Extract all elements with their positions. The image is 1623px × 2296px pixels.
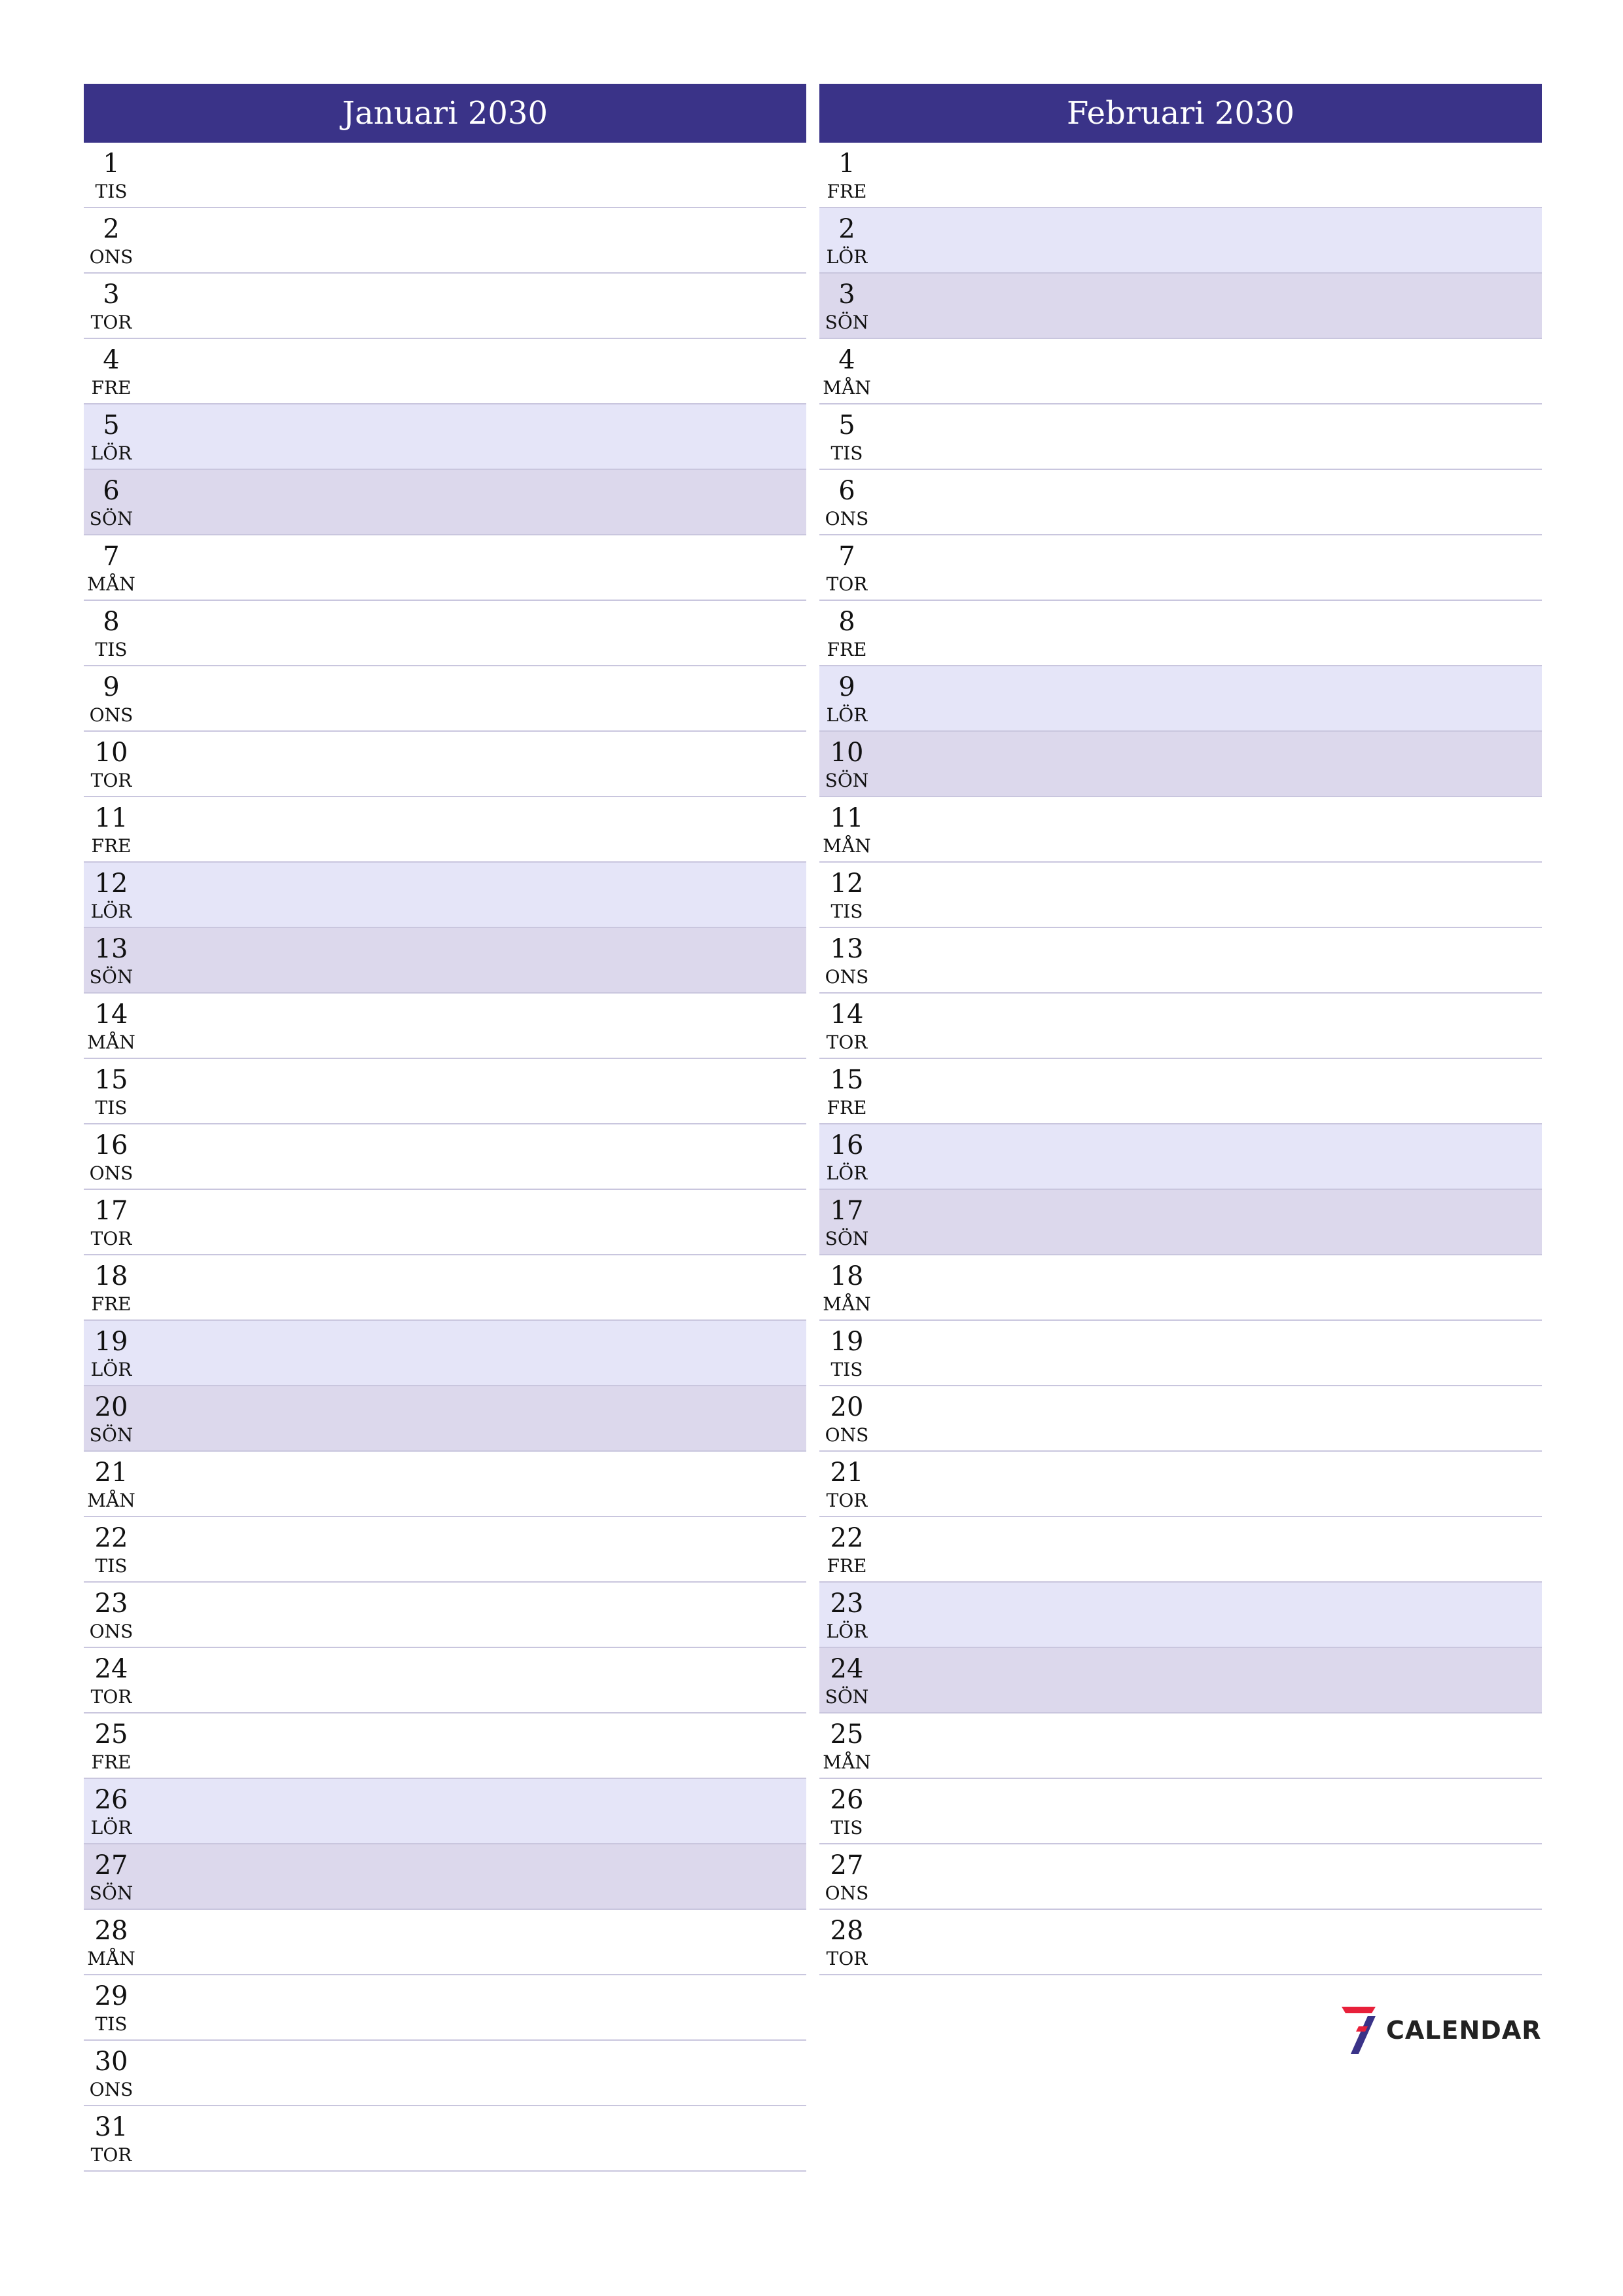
day-row: [84, 208, 806, 274]
day-number: 2: [103, 214, 120, 244]
day-number: 18: [94, 1261, 128, 1291]
day-row: [819, 1321, 1542, 1386]
day-number: 10: [830, 738, 864, 768]
day-name: TOR: [90, 1228, 132, 1249]
day-row: [84, 732, 806, 797]
day-number: 20: [94, 1392, 128, 1422]
day-number: 3: [103, 279, 120, 310]
day-name: TOR: [826, 1948, 868, 1969]
day-number: 17: [830, 1196, 864, 1226]
day-name: ONS: [825, 1882, 869, 1904]
day-number: 8: [103, 607, 120, 637]
day-number: 24: [830, 1654, 864, 1684]
day-number: 21: [94, 1458, 128, 1488]
day-name: FRE: [827, 639, 867, 660]
day-name: MÅN: [87, 1948, 135, 1969]
day-row: [819, 208, 1542, 274]
day-name: ONS: [89, 246, 134, 268]
day-row: [84, 1583, 806, 1648]
day-row: [84, 1255, 806, 1321]
day-number: 25: [94, 1719, 128, 1749]
day-row: [84, 2041, 806, 2106]
day-name: LÖR: [90, 442, 132, 464]
day-row: [84, 1713, 806, 1779]
day-row: [819, 1583, 1542, 1648]
day-name: ONS: [89, 704, 134, 726]
day-row: [819, 1255, 1542, 1321]
day-number: 29: [94, 1981, 128, 2011]
day-number: 5: [838, 410, 855, 440]
day-name: TIS: [95, 639, 128, 660]
day-number: 12: [830, 869, 864, 899]
day-name: LÖR: [826, 1621, 868, 1642]
day-list: [84, 143, 806, 2172]
day-number: 26: [94, 1785, 128, 1815]
day-name: TOR: [90, 312, 132, 333]
day-number: 17: [94, 1196, 128, 1226]
day-name: TIS: [95, 2013, 128, 2035]
day-name: SÖN: [89, 1424, 134, 1446]
day-row: [819, 1713, 1542, 1779]
day-row: [84, 1321, 806, 1386]
day-row: [819, 928, 1542, 994]
day-name: ONS: [825, 1424, 869, 1446]
day-name: MÅN: [823, 377, 871, 399]
day-number: 1: [103, 149, 120, 179]
day-number: 2: [838, 214, 855, 244]
day-row: [819, 274, 1542, 339]
day-number: 13: [94, 934, 128, 964]
day-number: 26: [830, 1785, 864, 1815]
day-row: [84, 1779, 806, 1844]
day-row: [84, 863, 806, 928]
day-number: 27: [830, 1850, 864, 1880]
day-name: MÅN: [823, 1293, 871, 1315]
day-name: SÖN: [89, 508, 134, 529]
day-number: 20: [830, 1392, 864, 1422]
day-number: 9: [838, 672, 855, 702]
day-row: [819, 1844, 1542, 1910]
day-number: 15: [830, 1065, 864, 1095]
day-row: [84, 535, 806, 601]
day-number: 4: [103, 345, 120, 375]
day-row: [819, 404, 1542, 470]
day-name: TOR: [90, 770, 132, 791]
day-row: [84, 1190, 806, 1255]
day-number: 23: [94, 1588, 128, 1619]
day-number: 14: [94, 999, 128, 1030]
day-name: FRE: [91, 1293, 132, 1315]
day-name: ONS: [825, 966, 869, 988]
day-name: ONS: [89, 2079, 134, 2100]
day-name: MÅN: [87, 1490, 135, 1511]
day-row: [819, 1124, 1542, 1190]
day-name: LÖR: [90, 1359, 132, 1380]
day-row: [84, 797, 806, 863]
day-number: 21: [830, 1458, 864, 1488]
day-name: LÖR: [90, 901, 132, 922]
day-number: 16: [94, 1130, 128, 1160]
day-row: [84, 470, 806, 535]
day-number: 15: [94, 1065, 128, 1095]
day-row: [84, 1059, 806, 1124]
day-row: [84, 1844, 806, 1910]
day-name: ONS: [89, 1621, 134, 1642]
seven-logo-icon: [1339, 2004, 1378, 2056]
day-name: TIS: [830, 1817, 863, 1839]
day-name: LÖR: [826, 704, 868, 726]
brand-logo: [1339, 2004, 1541, 2056]
day-name: SÖN: [825, 312, 869, 333]
day-row: [84, 928, 806, 994]
day-name: SÖN: [89, 966, 134, 988]
day-number: 3: [838, 279, 855, 310]
day-name: FRE: [827, 181, 867, 202]
day-number: 19: [830, 1327, 864, 1357]
day-name: TIS: [830, 442, 863, 464]
day-name: MÅN: [823, 1751, 871, 1773]
day-row: [819, 1779, 1542, 1844]
day-number: 4: [838, 345, 855, 375]
day-row: [84, 1124, 806, 1190]
day-number: 6: [103, 476, 120, 506]
day-name: TOR: [826, 1031, 868, 1053]
day-row: [819, 1517, 1542, 1583]
month-title: Februari 2030: [819, 84, 1542, 143]
day-number: 28: [830, 1916, 864, 1946]
day-number: 22: [830, 1523, 864, 1553]
day-row: [84, 404, 806, 470]
day-name: TIS: [830, 1359, 863, 1380]
day-number: 27: [94, 1850, 128, 1880]
day-row: [84, 2106, 806, 2172]
day-number: 28: [94, 1916, 128, 1946]
day-number: 9: [103, 672, 120, 702]
day-name: TIS: [95, 1097, 128, 1119]
day-list: [819, 143, 1542, 1975]
day-number: 13: [830, 934, 864, 964]
day-name: TOR: [90, 1686, 132, 1708]
day-row: [84, 666, 806, 732]
day-number: 22: [94, 1523, 128, 1553]
day-name: MÅN: [823, 835, 871, 857]
day-name: SÖN: [825, 1686, 869, 1708]
day-number: 8: [838, 607, 855, 637]
day-number: 30: [94, 2047, 128, 2077]
day-row: [84, 1975, 806, 2041]
day-number: 18: [830, 1261, 864, 1291]
day-name: SÖN: [825, 1228, 869, 1249]
day-row: [819, 143, 1542, 208]
day-name: LÖR: [90, 1817, 132, 1839]
day-name: FRE: [827, 1097, 867, 1119]
day-number: 14: [830, 999, 864, 1030]
day-name: TOR: [826, 573, 868, 595]
month-february: [819, 84, 1542, 1975]
day-row: [819, 666, 1542, 732]
day-row: [819, 1648, 1542, 1713]
day-row: [84, 1386, 806, 1452]
day-name: TOR: [826, 1490, 868, 1511]
day-name: TIS: [95, 181, 128, 202]
day-number: 12: [94, 869, 128, 899]
day-name: FRE: [827, 1555, 867, 1577]
day-number: 1: [838, 149, 855, 179]
day-row: [84, 274, 806, 339]
day-row: [819, 994, 1542, 1059]
day-row: [84, 994, 806, 1059]
day-name: LÖR: [826, 1162, 868, 1184]
day-name: TIS: [95, 1555, 128, 1577]
day-number: 23: [830, 1588, 864, 1619]
day-name: LÖR: [826, 246, 868, 268]
day-number: 5: [103, 410, 120, 440]
day-row: [819, 1910, 1542, 1975]
day-number: 24: [94, 1654, 128, 1684]
brand-name: CALENDAR: [1386, 2016, 1542, 2045]
day-row: [84, 1910, 806, 1975]
day-number: 31: [94, 2112, 128, 2142]
day-name: SÖN: [825, 770, 869, 791]
day-name: FRE: [91, 835, 132, 857]
day-name: TIS: [830, 901, 863, 922]
day-name: TOR: [90, 2144, 132, 2166]
day-number: 6: [838, 476, 855, 506]
day-name: FRE: [91, 1751, 132, 1773]
day-name: MÅN: [87, 1031, 135, 1053]
day-row: [819, 1452, 1542, 1517]
day-row: [819, 797, 1542, 863]
day-row: [819, 339, 1542, 404]
month-title: Januari 2030: [84, 84, 806, 143]
day-number: 11: [94, 803, 128, 833]
day-name: FRE: [91, 377, 132, 399]
day-row: [819, 535, 1542, 601]
day-row: [819, 863, 1542, 928]
day-number: 19: [94, 1327, 128, 1357]
day-number: 25: [830, 1719, 864, 1749]
day-row: [819, 1059, 1542, 1124]
day-row: [84, 1517, 806, 1583]
day-row: [819, 1190, 1542, 1255]
day-row: [819, 601, 1542, 666]
day-row: [84, 1648, 806, 1713]
day-row: [84, 339, 806, 404]
day-row: [819, 732, 1542, 797]
day-row: [819, 1386, 1542, 1452]
day-name: SÖN: [89, 1882, 134, 1904]
day-number: 7: [838, 541, 855, 571]
day-number: 10: [94, 738, 128, 768]
day-number: 11: [830, 803, 864, 833]
day-row: [84, 143, 806, 208]
day-row: [819, 470, 1542, 535]
day-number: 16: [830, 1130, 864, 1160]
day-name: ONS: [89, 1162, 134, 1184]
day-name: ONS: [825, 508, 869, 529]
day-row: [84, 601, 806, 666]
month-january: [84, 84, 806, 2172]
day-row: [84, 1452, 806, 1517]
day-number: 7: [103, 541, 120, 571]
day-name: MÅN: [87, 573, 135, 595]
